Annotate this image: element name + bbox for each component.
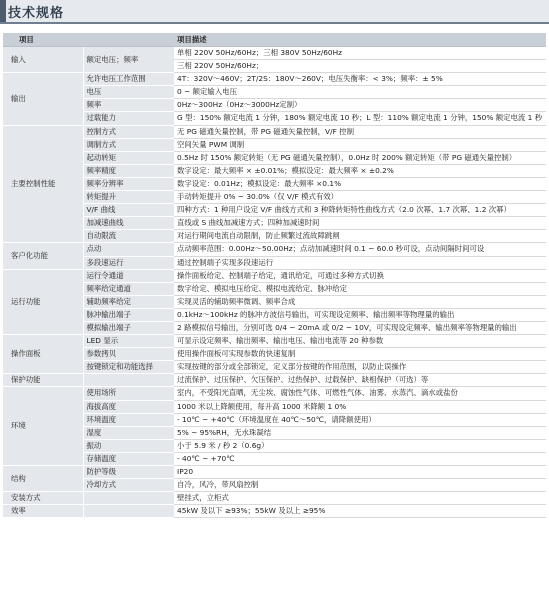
- item-value: 1000 米以上降额使用，每升高 1000 米降额 1 0%: [174, 400, 546, 413]
- table-row: [3, 479, 546, 492]
- item-name: 频率分辨率: [83, 177, 174, 190]
- table-row: [3, 361, 546, 374]
- category-efficiency: 效率: [3, 505, 83, 518]
- table-row: [3, 308, 546, 321]
- item-value: 5% ~ 95%RH，无水珠凝结: [174, 426, 546, 439]
- item-value: 实现按键的部分或全部锁定，定义部分按键的作用范围，以防止误操作: [174, 361, 546, 374]
- spec-table: [3, 33, 546, 518]
- item-value: 壁挂式，立柜式: [174, 492, 546, 505]
- item-name: 海拔高度: [83, 400, 174, 413]
- item-value: 2 路模拟信号输出，分别可选 0/4 ~ 20mA 或 0/2 ~ 10V，可实现设定频率、输出频率等物理量的输出: [174, 321, 546, 334]
- item-value: 空间矢量 PWM 调制: [174, 138, 546, 151]
- item-value: 直线或 S 曲线加减速方式；四种加减速时间: [174, 217, 546, 230]
- item-name: 参数拷贝: [83, 348, 174, 361]
- table-row: [3, 125, 546, 138]
- item-name: 辅助频率给定: [83, 295, 174, 308]
- item-value: 手动转矩提升 0% ~ 30.0%（仅 V/F 模式有效）: [174, 191, 546, 204]
- table-row: [3, 256, 546, 269]
- table-row: [3, 191, 546, 204]
- item-name: 使用场所: [83, 387, 174, 400]
- table-row: [3, 426, 546, 439]
- item-value: 室内，不受阳光直晒，无尘埃、腐蚀性气体、可燃性气体、油雾、水蒸汽、滴水或盐份: [174, 387, 546, 400]
- item-name: 脉冲输出端子: [83, 308, 174, 321]
- item-name: 加减速曲线: [83, 217, 174, 230]
- item-value: - 40℃ ~ +70℃: [174, 452, 546, 465]
- title-accent: [0, 0, 6, 22]
- table-row: [3, 466, 546, 479]
- item-value: 4T：320V～460V；2T/2S：180V～260V；电压失衡率：< 3%；频率：± 5%: [174, 73, 546, 86]
- table-row: [3, 164, 546, 177]
- item-name: 运行令通道: [83, 269, 174, 282]
- table-row: [3, 321, 546, 334]
- table-row: [3, 400, 546, 413]
- item-value: 0.5Hz 时 150% 额定转矩（无 PG 磁通矢量控制），0.0Hz 时 200% 额定转矩（带 PG 磁通矢量控制）: [174, 151, 546, 164]
- item-value: 对运行期间电流自动限制，防止频繁过流故障跳闸: [174, 230, 546, 243]
- header-item: 项目: [3, 33, 174, 47]
- title-bar: [0, 0, 549, 24]
- table-row: [3, 295, 546, 308]
- item-value: 通过控制端子实现多段速运行: [174, 256, 546, 269]
- item-name: 按键锁定和功能选择: [83, 361, 174, 374]
- table-row: [3, 505, 546, 518]
- item-name: V/F 曲线: [83, 204, 174, 217]
- table-row: [3, 86, 546, 99]
- item-value: 小于 5.9 米 / 秒 2（0.6g）: [174, 439, 546, 452]
- item-name: 点动: [83, 243, 174, 256]
- table-row: [3, 112, 546, 125]
- table-row: [3, 439, 546, 452]
- category-input: 输入: [3, 47, 83, 73]
- item-value: 无 PG 磁通矢量控制，带 PG 磁通矢量控制，V/F 控制: [174, 125, 546, 138]
- item-value: 0 ~ 额定输入电压: [174, 86, 546, 99]
- category-environment: 环境: [3, 387, 83, 466]
- category-structure: 结构: [3, 466, 83, 492]
- item-value: 数字设定：0.01Hz；模拟设定：最大频率 ×0.1%: [174, 177, 546, 190]
- item-name: 额定电压；频率: [83, 47, 174, 73]
- item-name: 转矩提升: [83, 191, 174, 204]
- table-row: [3, 282, 546, 295]
- item-name: 模拟输出端子: [83, 321, 174, 334]
- category-run: 运行功能: [3, 269, 83, 334]
- item-value: 45kW 及以下 ≥93%；55kW 及以上 ≥95%: [174, 505, 546, 518]
- item-name: [83, 374, 174, 387]
- item-name: 电压: [83, 86, 174, 99]
- table-row: [3, 348, 546, 361]
- item-value: 操作面板给定、控制端子给定，通讯给定，可通过多种方式切换: [174, 269, 546, 282]
- category-install: 安装方式: [3, 492, 83, 505]
- table-row: [3, 492, 546, 505]
- table-row: [3, 387, 546, 400]
- table-row: [3, 217, 546, 230]
- item-value: 自冷，风冷，带风扇控制: [174, 479, 546, 492]
- item-name: 起动转矩: [83, 151, 174, 164]
- item-value: IP20: [174, 466, 546, 479]
- page-title: 技术规格: [8, 6, 65, 21]
- item-name: 调制方式: [83, 138, 174, 151]
- item-name: 环境温度: [83, 413, 174, 426]
- item-value: 单相 220V 50Hz/60Hz；三相 380V 50Hz/60Hz: [174, 47, 546, 60]
- item-value: 使用操作面板可实现参数的快速复制: [174, 348, 546, 361]
- category-control: 主要控制性能: [3, 125, 83, 243]
- item-value: 过流保护、过压保护、欠压保护、过热保护、过载保护、缺相保护（可选）等: [174, 374, 546, 387]
- table-row: [3, 177, 546, 190]
- item-name: 湿度: [83, 426, 174, 439]
- item-name: 自动限流: [83, 230, 174, 243]
- item-name: [83, 492, 174, 505]
- item-name: [83, 505, 174, 518]
- item-name: LED 显示: [83, 335, 174, 348]
- item-value: 0.1kHz～100kHz 的脉冲方波信号输出，可实现设定频率、输出频率等物理量的输出: [174, 308, 546, 321]
- item-value: 点动频率范围：0.00Hz～50.00Hz；点动加减速时间 0.1 ~ 60.0 秒可设，点动间隔时间可设: [174, 243, 546, 256]
- item-name: 冷却方式: [83, 479, 174, 492]
- table-row: [3, 138, 546, 151]
- category-custom: 客户化功能: [3, 243, 83, 269]
- table-row: [3, 413, 546, 426]
- category-panel: 操作面板: [3, 335, 83, 374]
- item-name: 控制方式: [83, 125, 174, 138]
- item-value: 0Hz～300Hz（0Hz～3000Hz定制）: [174, 99, 546, 112]
- item-value: 数字设定：最大频率 × ±0.01%；模拟设定：最大频率 × ±0.2%: [174, 164, 546, 177]
- table-row: [3, 47, 546, 60]
- item-name: 多段速运行: [83, 256, 174, 269]
- item-name: 允许电压工作范围: [83, 73, 174, 86]
- item-value: 可显示设定频率、输出频率、输出电压、输出电流等 20 种参数: [174, 335, 546, 348]
- table-row: [3, 452, 546, 465]
- header-description: 项目描述: [174, 33, 546, 47]
- table-row: [3, 269, 546, 282]
- category-protection: 保护功能: [3, 374, 83, 387]
- item-name: 频率: [83, 99, 174, 112]
- item-name: 振动: [83, 439, 174, 452]
- item-name: 防护等级: [83, 466, 174, 479]
- table-row: [3, 335, 546, 348]
- item-value: 四种方式：1 种用户设定 V/F 曲线方式和 3 种降转矩特性曲线方式（2.0 次幂、1.7 次幂、1.2 次幂）: [174, 204, 546, 217]
- table-row: [3, 99, 546, 112]
- item-value: 实现灵活的辅助频率微调、频率合成: [174, 295, 546, 308]
- table-row: [3, 204, 546, 217]
- item-name: 过载能力: [83, 112, 174, 125]
- category-output: 输出: [3, 73, 83, 125]
- item-value: G 型：150% 额定电流 1 分钟，180% 额定电流 10 秒；L 型：110% 额定电流 1 分钟，150% 额定电流 1 秒: [174, 112, 546, 125]
- item-value: - 10℃ ~ +40℃（环境温度在 40℃～50℃，请降额使用）: [174, 413, 546, 426]
- item-value: 三相 220V 50Hz/60Hz；: [174, 60, 546, 73]
- table-row: [3, 374, 546, 387]
- item-value: 数字给定、模拟电压给定、模拟电流给定、脉冲给定: [174, 282, 546, 295]
- table-row: [3, 243, 546, 256]
- table-row: [3, 151, 546, 164]
- item-name: 频率给定通道: [83, 282, 174, 295]
- item-name: 存储温度: [83, 452, 174, 465]
- table-header-row: [3, 33, 546, 47]
- table-row: [3, 73, 546, 86]
- item-name: 频率精度: [83, 164, 174, 177]
- table-row: [3, 230, 546, 243]
